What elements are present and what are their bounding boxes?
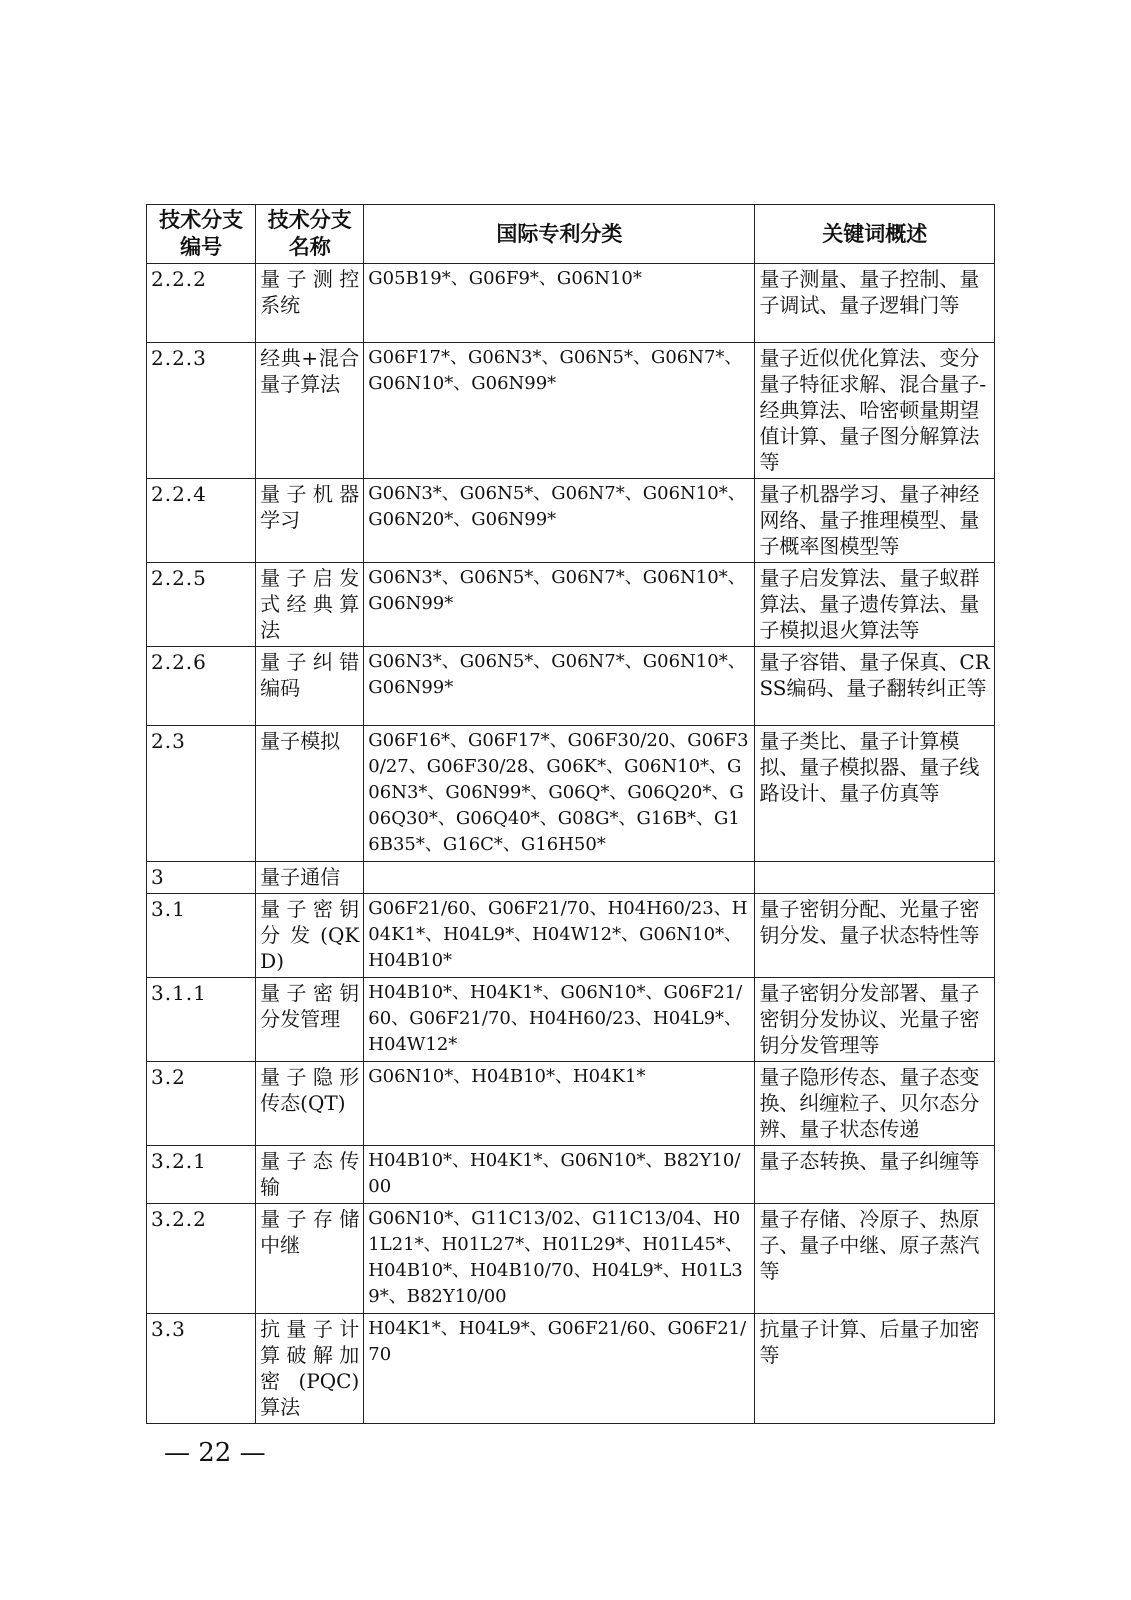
ipc-cell bbox=[364, 862, 755, 894]
table-row bbox=[147, 726, 995, 862]
table-row bbox=[147, 1204, 995, 1314]
ipc-cell: H04B10*、H04K1*、G06N10*、B82Y10/00 bbox=[364, 1146, 755, 1204]
branch-name-cell: 量子通信 bbox=[256, 862, 364, 894]
ipc-cell: H04K1*、H04L9*、G06F21/60、G06F21/70 bbox=[364, 1314, 755, 1424]
ipc-cell: G06N3*、G06N5*、G06N7*、G06N10*、G06N99* bbox=[364, 563, 755, 647]
branch-name-cell: 量子隐形传态(QT) bbox=[256, 1062, 364, 1146]
ipc-cell: G06N10*、H04B10*、H04K1* bbox=[364, 1062, 755, 1146]
keywords-cell bbox=[755, 862, 995, 894]
ipc-cell: G06F21/60、G06F21/70、H04H60/23、H04K1*、H04L9*、H04W12*、G06N10*、H04B10* bbox=[364, 894, 755, 978]
branch-name-cell: 经典+混合量子算法 bbox=[256, 343, 364, 479]
table-row bbox=[147, 1062, 995, 1146]
keywords-cell: 量子存储、冷原子、热原子、量子中继、原子蒸汽等 bbox=[755, 1204, 995, 1314]
branch-name-cell: 量子态传输 bbox=[256, 1146, 364, 1204]
branch-code-cell: 3.2.2 bbox=[147, 1204, 256, 1314]
branch-code-cell: 2.2.3 bbox=[147, 343, 256, 479]
table-row bbox=[147, 1146, 995, 1204]
table-row bbox=[147, 647, 995, 726]
branch-name-cell: 量子机器学习 bbox=[256, 479, 364, 563]
branch-code-cell: 3 bbox=[147, 862, 256, 894]
header-keywords: 关键词概述 bbox=[755, 205, 995, 264]
keywords-cell: 量子密钥分配、光量子密钥分发、量子状态特性等 bbox=[755, 894, 995, 978]
table-row bbox=[147, 264, 995, 343]
branch-name-cell: 量子测控系统 bbox=[256, 264, 364, 343]
branch-code-cell: 2.3 bbox=[147, 726, 256, 862]
table-row bbox=[147, 343, 995, 479]
branch-name-cell: 量子密钥分发管理 bbox=[256, 978, 364, 1062]
branch-name-cell: 量子存储中继 bbox=[256, 1204, 364, 1314]
branch-code-cell: 2.2.5 bbox=[147, 563, 256, 647]
table-row bbox=[147, 479, 995, 563]
header-ipc: 国际专利分类 bbox=[364, 205, 755, 264]
branch-code-cell: 3.1.1 bbox=[147, 978, 256, 1062]
branch-name-cell: 量子纠错编码 bbox=[256, 647, 364, 726]
ipc-cell: G06N3*、G06N5*、G06N7*、G06N10*、G06N20*、G06N99* bbox=[364, 479, 755, 563]
header-branch-code: 技术分支编号 bbox=[147, 205, 256, 264]
keywords-cell: 量子态转换、量子纠缠等 bbox=[755, 1146, 995, 1204]
page-number: — 22 — bbox=[164, 1438, 266, 1468]
keywords-cell: 量子密钥分发部署、量子密钥分发协议、光量子密钥分发管理等 bbox=[755, 978, 995, 1062]
keywords-cell: 量子类比、量子计算模拟、量子模拟器、量子线路设计、量子仿真等 bbox=[755, 726, 995, 862]
keywords-cell: 量子容错、量子保真、CRSS编码、量子翻转纠正等 bbox=[755, 647, 995, 726]
branch-code-cell: 2.2.4 bbox=[147, 479, 256, 563]
ipc-cell: G06N10*、G11C13/02、G11C13/04、H01L21*、H01L27*、H01L29*、H01L45*、H04B10*、H04B10/70、H04L9*、H01L39*、B82Y10/00 bbox=[364, 1204, 755, 1314]
table-row bbox=[147, 862, 995, 894]
table-row bbox=[147, 978, 995, 1062]
table-row bbox=[147, 1314, 995, 1424]
branch-code-cell: 2.2.6 bbox=[147, 647, 256, 726]
keywords-cell: 量子隐形传态、量子态变换、纠缠粒子、贝尔态分辨、量子状态传递 bbox=[755, 1062, 995, 1146]
keywords-cell: 量子启发算法、量子蚁群算法、量子遗传算法、量子模拟退火算法等 bbox=[755, 563, 995, 647]
keywords-cell: 量子机器学习、量子神经网络、量子推理模型、量子概率图模型等 bbox=[755, 479, 995, 563]
branch-code-cell: 2.2.2 bbox=[147, 264, 256, 343]
keywords-cell: 量子测量、量子控制、量子调试、量子逻辑门等 bbox=[755, 264, 995, 343]
table-row bbox=[147, 563, 995, 647]
branch-code-cell: 3.2 bbox=[147, 1062, 256, 1146]
branch-name-cell: 量子启发式经典算法 bbox=[256, 563, 364, 647]
branch-code-cell: 3.3 bbox=[147, 1314, 256, 1424]
ipc-cell: G06F17*、G06N3*、G06N5*、G06N7*、G06N10*、G06N99* bbox=[364, 343, 755, 479]
ipc-cell: G05B19*、G06F9*、G06N10* bbox=[364, 264, 755, 343]
ipc-cell: H04B10*、H04K1*、G06N10*、G06F21/60、G06F21/70、H04H60/23、H04L9*、H04W12* bbox=[364, 978, 755, 1062]
patent-classification-table bbox=[146, 204, 995, 1424]
header-branch-name: 技术分支名称 bbox=[256, 205, 364, 264]
branch-name-cell: 量子密钥分发(QKD) bbox=[256, 894, 364, 978]
ipc-cell: G06N3*、G06N5*、G06N7*、G06N10*、G06N99* bbox=[364, 647, 755, 726]
branch-code-cell: 3.1 bbox=[147, 894, 256, 978]
keywords-cell: 量子近似优化算法、变分量子特征求解、混合量子-经典算法、哈密顿量期望值计算、量子图分解算法等 bbox=[755, 343, 995, 479]
table-header-row bbox=[147, 205, 995, 264]
table-row bbox=[147, 894, 995, 978]
ipc-cell: G06F16*、G06F17*、G06F30/20、G06F30/27、G06F30/28、G06K*、G06N10*、G06N3*、G06N99*、G06Q*、G06Q20*、G06Q30*、G06Q40*、G08G*、G16B*、G16B35*、G16C*、G16H50* bbox=[364, 726, 755, 862]
branch-code-cell: 3.2.1 bbox=[147, 1146, 256, 1204]
keywords-cell: 抗量子计算、后量子加密等 bbox=[755, 1314, 995, 1424]
branch-name-cell: 量子模拟 bbox=[256, 726, 364, 862]
branch-name-cell: 抗量子计算破解加密(PQC)算法 bbox=[256, 1314, 364, 1424]
